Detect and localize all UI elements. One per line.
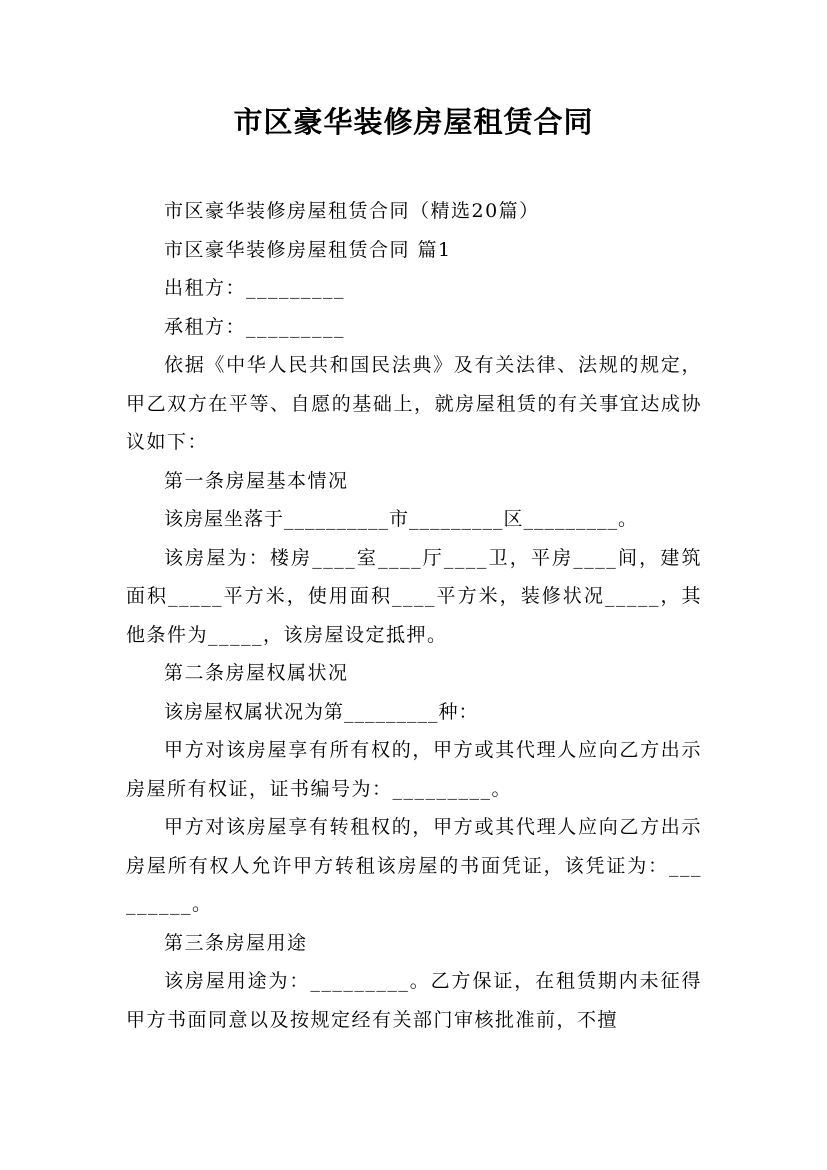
article-2-heading: 第二条房屋权属状况 bbox=[164, 662, 349, 684]
lessee-line: 承租方：_________ bbox=[164, 315, 346, 338]
ownership-type-paragraph: 该房屋权属状况为第_________种： bbox=[164, 700, 479, 723]
document-body bbox=[126, 192, 702, 1039]
document-title: 市区豪华装修房屋租赁合同 bbox=[233, 105, 594, 139]
article-3-heading: 第三条房屋用途 bbox=[164, 931, 308, 954]
house-details-paragraph: 该房屋为：楼房____室____厅____卫，平房____间，建筑面积_____平方米，使用面积____平方米，装修状况_____，其他条件为_____，该房屋设定抵押。 bbox=[126, 546, 702, 646]
sublease-paragraph: 甲方对该房屋享有转租权的，甲方或其代理人应向乙方出示房屋所有权人允许甲方转租该房屋的书面凭证，该凭证为：_________。 bbox=[126, 816, 702, 915]
subtitle-line: 市区豪华装修房屋租赁合同（精选20篇） bbox=[164, 200, 540, 222]
lessor-line: 出租方：_________ bbox=[164, 277, 346, 299]
location-paragraph: 该房屋坐落于__________市_________区_________。 bbox=[164, 508, 639, 530]
usage-paragraph: 该房屋用途为：_________。乙方保证，在租赁期内未征得甲方书面同意以及按规定经有关部门审核批准前，不擅 bbox=[126, 970, 702, 1031]
section-heading: 市区豪华装修房屋租赁合同 篇1 bbox=[164, 238, 452, 261]
preamble-paragraph: 依据《中华人民共和国民法典》及有关法律、法规的规定，甲乙双方在平等、自愿的基础上，就房屋租赁的有关事宜达成协议如下： bbox=[126, 354, 702, 453]
ownership-paragraph: 甲方对该房屋享有所有权的，甲方或其代理人应向乙方出示房屋所有权证，证书编号为：_________。 bbox=[126, 739, 702, 800]
article-1-heading: 第一条房屋基本情况 bbox=[164, 469, 349, 492]
